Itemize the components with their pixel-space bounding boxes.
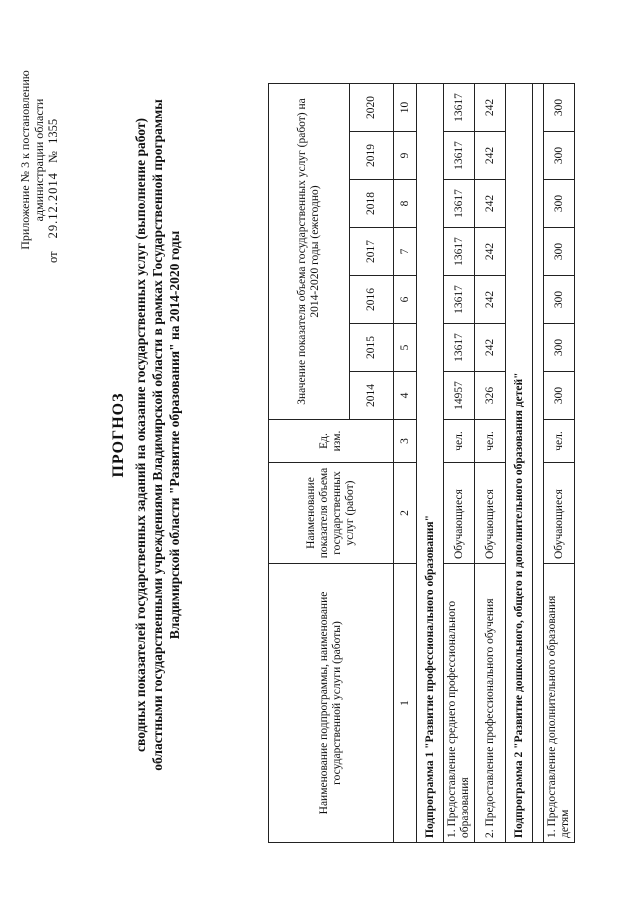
- value-cell: 300: [544, 180, 575, 228]
- value-cell: 300: [544, 372, 575, 420]
- appendix-number: 1355: [46, 118, 60, 144]
- value-cell: 13617: [444, 132, 475, 180]
- appendix-date: 29.12.2014: [46, 172, 60, 239]
- spacer-cell: [533, 84, 544, 843]
- year-header: 2017: [349, 228, 393, 276]
- header-unit: Ед. изм.: [269, 420, 394, 463]
- year-header: 2018: [349, 180, 393, 228]
- header-indicator: Наименование показателя объема государственных услуг (работ): [269, 463, 394, 564]
- appendix-number-sign: №: [46, 151, 60, 163]
- column-number: 3: [394, 420, 417, 463]
- document-title: ПРОГНОЗ: [110, 392, 127, 478]
- indicator-name: Обучающиеся: [475, 463, 506, 564]
- value-cell: 242: [475, 324, 506, 372]
- value-cell: 242: [475, 228, 506, 276]
- document-title-block: [110, 45, 183, 825]
- value-cell: 300: [544, 324, 575, 372]
- value-cell: 242: [475, 132, 506, 180]
- appendix-line-1: Приложение № 3 к постановлению: [18, 70, 32, 250]
- service-name: 2. Предоставление профессионального обучения: [475, 564, 506, 843]
- column-number: 6: [394, 276, 417, 324]
- table-row: [544, 84, 575, 843]
- title-line-1: сводных показателей государственных заданий на оказание государственных услуг (выполнение работ): [133, 118, 148, 752]
- column-number: 9: [394, 132, 417, 180]
- column-number: 2: [394, 463, 417, 564]
- value-cell: 13617: [444, 228, 475, 276]
- appendix-ot: от: [46, 251, 60, 263]
- service-name: 1. Предоставление дополнительного образования детям: [544, 564, 575, 843]
- value-cell: 242: [475, 276, 506, 324]
- subprogram-title: Подпрограмма 2 "Развитие дошкольного, общего и дополнительного образования детей": [506, 84, 533, 843]
- column-number: 4: [394, 372, 417, 420]
- column-number: 7: [394, 228, 417, 276]
- indicator-name: Обучающиеся: [544, 463, 575, 564]
- forecast-table: [268, 83, 575, 843]
- column-number: 10: [394, 84, 417, 132]
- indicator-name: Обучающиеся: [444, 463, 475, 564]
- value-cell: 300: [544, 228, 575, 276]
- subprogram-row: [417, 84, 444, 843]
- table-row: [444, 84, 475, 843]
- column-number: 8: [394, 180, 417, 228]
- year-header: 2016: [349, 276, 393, 324]
- value-cell: 242: [475, 180, 506, 228]
- subprogram-row: [506, 84, 533, 843]
- table-header-row: [269, 84, 350, 843]
- value-cell: 300: [544, 276, 575, 324]
- service-name: 1. Предоставление среднего профессионального образования: [444, 564, 475, 843]
- subprogram-title: Подпрограмма 1 "Развитие профессионального образования": [417, 84, 444, 843]
- value-cell: 13617: [444, 276, 475, 324]
- appendix-stamp: [18, 45, 60, 275]
- value-cell: 300: [544, 132, 575, 180]
- unit-cell: чел.: [444, 420, 475, 463]
- year-header: 2014: [349, 372, 393, 420]
- value-cell: 14957: [444, 372, 475, 420]
- appendix-line-2: администрации области: [32, 98, 46, 222]
- year-header: 2015: [349, 324, 393, 372]
- value-cell: 326: [475, 372, 506, 420]
- header-name: Наименование подпрограммы, наименование государственной услуги (работы): [269, 564, 394, 843]
- appendix-date-line: [46, 45, 60, 275]
- value-cell: 242: [475, 84, 506, 132]
- column-number: 1: [394, 564, 417, 843]
- value-cell: 13617: [444, 324, 475, 372]
- value-cell: 13617: [444, 180, 475, 228]
- year-header: 2020: [349, 84, 393, 132]
- value-cell: 300: [544, 84, 575, 132]
- table-row: [475, 84, 506, 843]
- unit-cell: чел.: [475, 420, 506, 463]
- column-number: 5: [394, 324, 417, 372]
- title-line-2: областными государственными учреждениями Владимирской области в рамках Государственной программы: [150, 99, 165, 771]
- unit-cell: чел.: [544, 420, 575, 463]
- value-cell: 13617: [444, 84, 475, 132]
- table-column-numbers-row: [394, 84, 417, 843]
- title-line-3: Владимирской области "Развитие образования" на 2014-2020 годы: [167, 230, 182, 640]
- spacer-row: [533, 84, 544, 843]
- year-header: 2019: [349, 132, 393, 180]
- header-value: Значение показателя объема государственных услуг (работ) на 2014-2020 годы (ежегодно): [269, 84, 350, 420]
